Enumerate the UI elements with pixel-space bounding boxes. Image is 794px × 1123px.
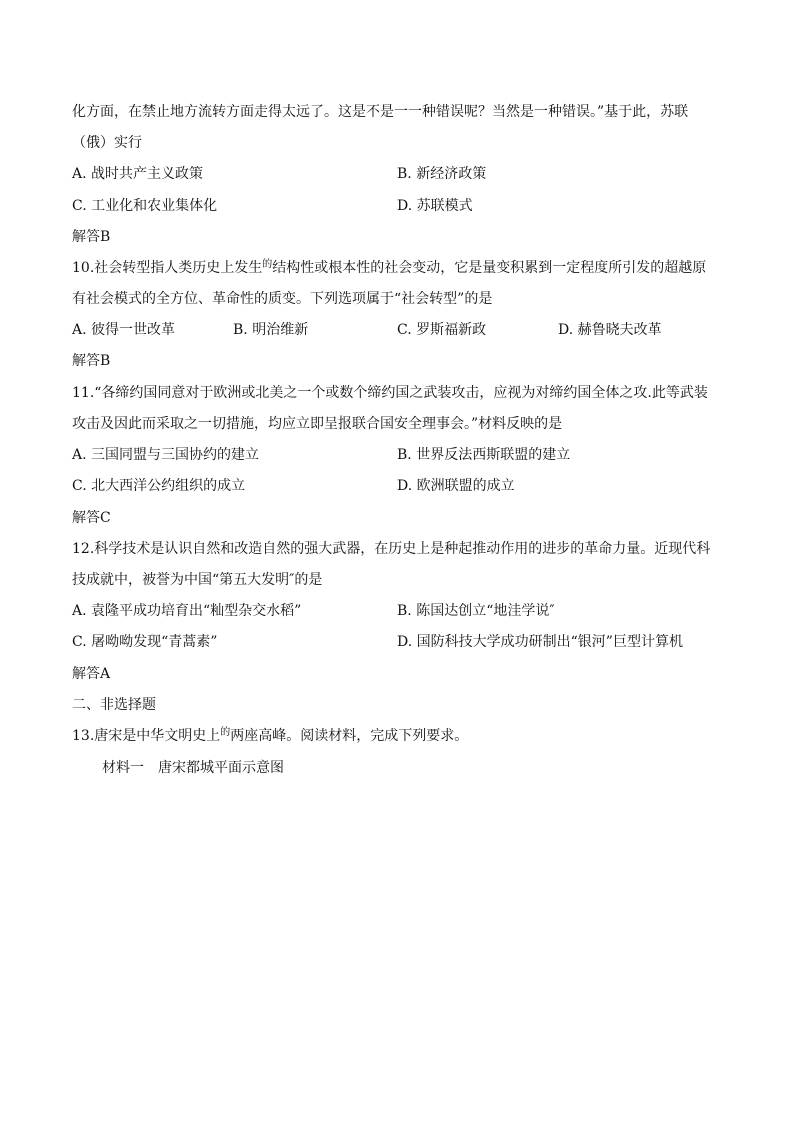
q10-option-c: C. 罗斯福新政 [397, 322, 487, 338]
q9-option-b: B. 新经济政策 [397, 166, 487, 182]
q12-answer: 解答A [72, 666, 111, 682]
q12-option-b: B. 陈国达创立“地洼学说″ [397, 603, 555, 619]
q10-stem-superscript: 的 [262, 259, 273, 270]
q9-option-a: A. 战时共产主义政策 [72, 166, 204, 182]
q13-stem-superscript: 的 [220, 727, 231, 738]
q12-option-a: A. 袁隆平成功培育出“籼型杂交水稻” [72, 603, 302, 619]
q13-material1-caption: 材料一 唐宋都城平面示意图 [102, 760, 284, 776]
q10-option-b: B. 明治维新 [233, 322, 309, 338]
q9-option-c: C. 工业化和农业集体化 [72, 198, 218, 214]
q13-stem-part2: 两座高峰。阅读材料，完成下列要求。 [230, 728, 469, 744]
q12-option-c: C. 屠呦呦发现“青蒿素” [72, 634, 218, 650]
q10-option-d: D. 赫鲁晓夫改革 [558, 322, 662, 338]
q11-stem-line1: 11.“各缔约国同意对于欧洲或北美之一个或数个缔约国之武装攻击，应视为对缔约国全体之攻.此等武装 [72, 385, 708, 401]
q10-answer: 解答B [72, 353, 111, 369]
q12-stem-line1: 12.科学技术是认识自然和改造自然的强大武器，在历史上是种起推动作用的进步的革命力量。近现代科 [72, 541, 711, 557]
q10-option-a: A. 彼得一世改革 [72, 322, 176, 338]
q10-stem-line2: 有社会模式的全方位、革命性的质变。下列选项属于“社会转型”的是 [72, 291, 493, 307]
q9-option-d: D. 苏联模式 [397, 198, 473, 214]
q10-stem-line1 [72, 258, 706, 280]
q9-answer: 解答B [72, 229, 111, 245]
section-heading: 二、非选择题 [72, 697, 156, 713]
q9-stem-line2: （俄）实行 [72, 135, 142, 151]
q12-stem-line2: 技成就中，被誉为中国“第五大发明″的是 [72, 572, 323, 588]
q11-option-b: B. 世界反法西斯联盟的建立 [397, 447, 571, 463]
q13-stem-part1: 13.唐宋是中华文明史上 [72, 728, 221, 744]
q11-option-a: A. 三国同盟与三国协约的建立 [72, 447, 260, 463]
q12-option-d: D. 国防科技大学成功研制出“银河”巨型计算机 [397, 634, 683, 650]
q13-stem [72, 726, 468, 748]
q11-option-c: C. 北大西洋公约组织的成立 [72, 478, 246, 494]
q9-stem-line1: 化方面，在禁止地方流转方面走得太远了。这是不是一一种错误呢？当然是一种错误。”基于此，苏联 [72, 104, 689, 120]
q10-stem-part1: 10.社会转型指人类历史上发生 [72, 260, 263, 276]
q11-stem-line2: 攻击及因此而采取之一切措施，均应立即呈报联合国安全理事会。”材料反映的是 [72, 416, 563, 432]
q10-stem-part2: 结构性或根本性的社会变动，它是量变积累到一定程度所引发的超越原 [272, 260, 707, 276]
q11-option-d: D. 欧洲联盟的成立 [397, 478, 515, 494]
q11-answer: 解答C [72, 510, 111, 526]
